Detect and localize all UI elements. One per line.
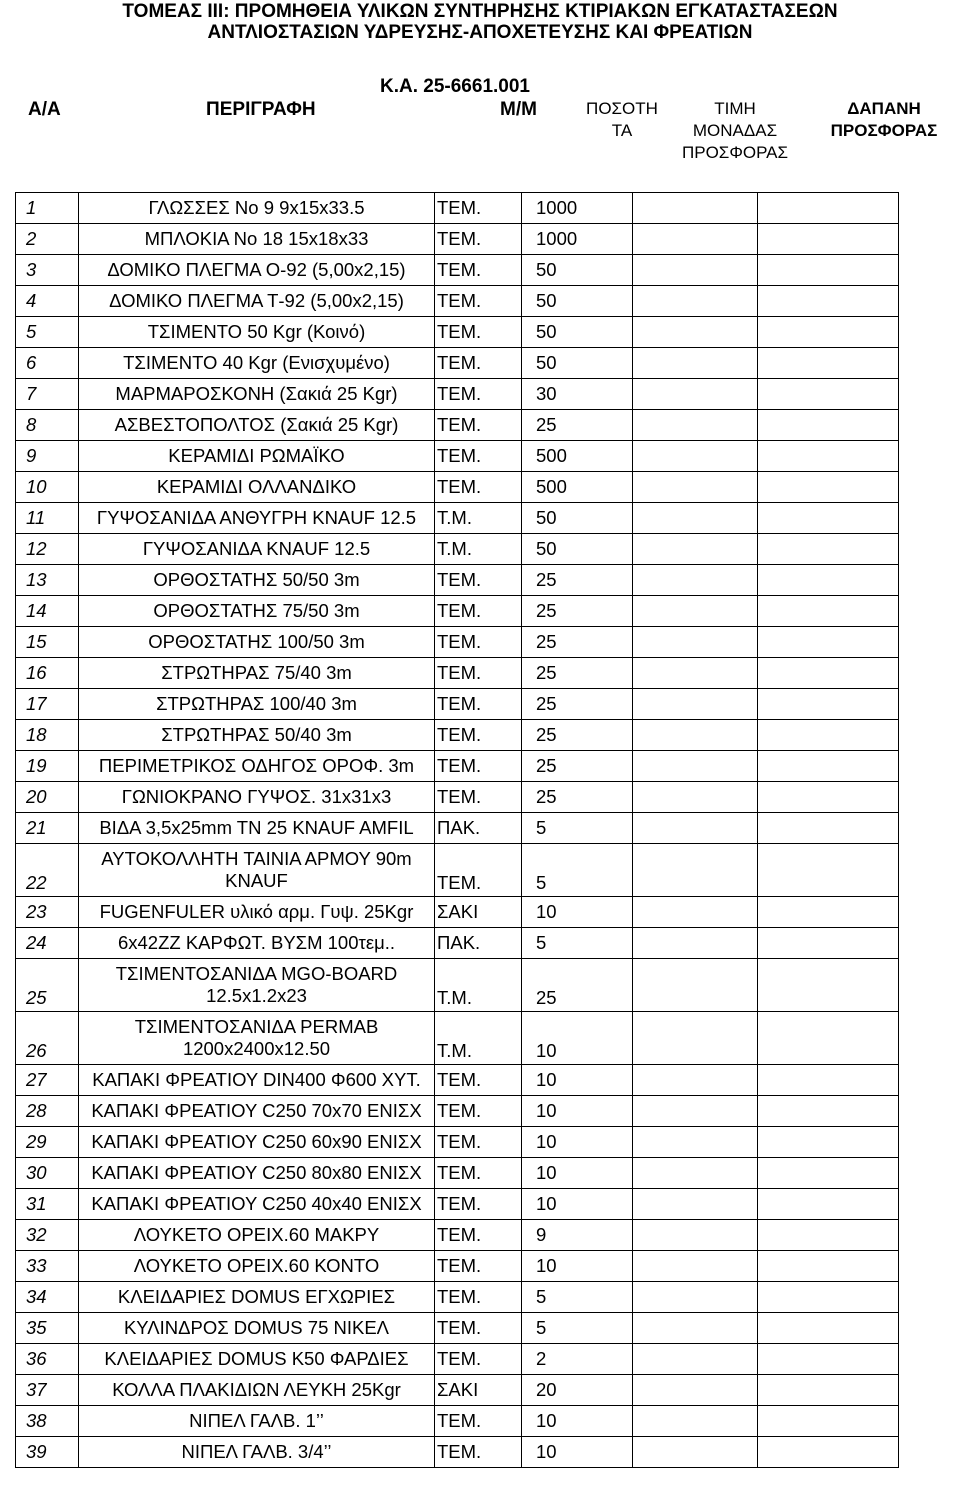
row-number: 38 [16, 1406, 79, 1437]
row-quantity: 10 [522, 1158, 633, 1189]
column-header-quantity: ΠΟΣΟΤΗ ΤΑ [586, 99, 658, 140]
row-description: ΜΠΛΟΚΙΑ Νο 18 15x18x33 [79, 224, 435, 255]
row-cost-cell[interactable] [758, 379, 899, 410]
row-number: 8 [16, 410, 79, 441]
row-unit-price-cell[interactable] [633, 286, 758, 317]
row-description: ΚΑΠΑΚΙ ΦΡΕΑΤΙΟΥ C250 80x80 ΕΝΙΣΧ [79, 1158, 435, 1189]
row-description: ΛΟΥΚΕΤΟ ΟΡΕΙΧ.60 ΚΟΝΤΟ [79, 1251, 435, 1282]
row-description: ΟΡΘΟΣΤΑΤΗΣ 100/50 3m [79, 627, 435, 658]
row-unit: ΤΕΜ. [435, 1220, 522, 1251]
row-unit: ΤΕΜ. [435, 1251, 522, 1282]
row-quantity: 20 [522, 1375, 633, 1406]
items-table [15, 192, 899, 1468]
row-unit: ΤΕΜ. [435, 1096, 522, 1127]
row-unit: Τ.Μ. [435, 1012, 522, 1065]
table-row [16, 1406, 899, 1437]
row-unit: ΤΕΜ. [435, 658, 522, 689]
row-quantity: 2 [522, 1344, 633, 1375]
row-unit-price-cell[interactable] [633, 1282, 758, 1313]
row-cost-cell[interactable] [758, 751, 899, 782]
document-title-line2: ΑΝΤΛΙΟΣΤΑΣΙΩΝ ΥΔΡΕΥΣΗΣ-ΑΠΟΧΕΤΕΥΣΗΣ ΚΑΙ ΦΡΕΑΤΙΩΝ [207, 22, 753, 43]
table-row [16, 1313, 899, 1344]
row-description: ΚΑΠΑΚΙ ΦΡΕΑΤΙΟΥ DIN400 Φ600 ΧΥΤ. [79, 1065, 435, 1096]
row-description: ΣΤΡΩΤΗΡΑΣ 50/40 3m [79, 720, 435, 751]
row-cost-cell[interactable] [758, 1251, 899, 1282]
row-number: 19 [16, 751, 79, 782]
row-unit-price-cell[interactable] [633, 720, 758, 751]
row-number: 16 [16, 658, 79, 689]
row-unit-price-cell[interactable] [633, 1313, 758, 1344]
row-cost-cell[interactable] [758, 286, 899, 317]
table-row [16, 844, 899, 897]
row-cost-cell[interactable] [758, 1375, 899, 1406]
column-header-unit: Μ/Μ [500, 99, 537, 120]
row-quantity: 50 [522, 286, 633, 317]
row-description: ΓΩΝΙΟΚΡΑΝΟ ΓΥΨΟΣ. 31x31x3 [79, 782, 435, 813]
row-number: 18 [16, 720, 79, 751]
row-unit-price-cell[interactable] [633, 1406, 758, 1437]
row-unit: ΤΕΜ. [435, 255, 522, 286]
row-unit: ΤΕΜ. [435, 379, 522, 410]
row-quantity: 10 [522, 1012, 633, 1065]
row-description: ΤΣΙΜΕΝΤΟ 50 Kgr (Κοινό) [79, 317, 435, 348]
table-row [16, 1012, 899, 1065]
row-quantity: 10 [522, 1251, 633, 1282]
row-unit-price-cell[interactable] [633, 503, 758, 534]
row-cost-cell[interactable] [758, 1065, 899, 1096]
row-unit-price-cell[interactable] [633, 224, 758, 255]
column-header-unit-price: ΤΙΜΗ ΜΟΝΑΔΑΣ ΠΡΟΣΦΟΡΑΣ [681, 99, 789, 162]
row-unit-price-cell[interactable] [633, 1065, 758, 1096]
row-description: ΤΣΙΜΕΝΤΟΣΑΝΙΔΑ PERMAB 1200x2400x12.50 [79, 1012, 435, 1065]
row-cost-cell[interactable] [758, 472, 899, 503]
row-unit-price-cell[interactable] [633, 1437, 758, 1468]
row-description: ΟΡΘΟΣΤΑΤΗΣ 50/50 3m [79, 565, 435, 596]
row-cost-cell[interactable] [758, 782, 899, 813]
row-number: 13 [16, 565, 79, 596]
row-unit: ΤΕΜ. [435, 410, 522, 441]
row-description: ΔΟΜΙΚΟ ΠΛΕΓΜΑ Ο-92 (5,00x2,15) [79, 255, 435, 286]
row-quantity: 5 [522, 844, 633, 897]
row-unit: Τ.Μ. [435, 959, 522, 1012]
row-number: 11 [16, 503, 79, 534]
row-cost-cell[interactable] [758, 1096, 899, 1127]
column-header-cost: ΔΑΠΑΝΗ ΠΡΟΣΦΟΡΑΣ [830, 99, 938, 140]
row-quantity: 25 [522, 782, 633, 813]
table-row [16, 379, 899, 410]
table-row [16, 410, 899, 441]
row-unit: ΤΕΜ. [435, 1313, 522, 1344]
row-cost-cell[interactable] [758, 897, 899, 928]
row-number: 21 [16, 813, 79, 844]
row-number: 6 [16, 348, 79, 379]
row-unit-price-cell[interactable] [633, 1251, 758, 1282]
row-quantity: 10 [522, 897, 633, 928]
row-cost-cell[interactable] [758, 565, 899, 596]
row-unit: ΤΕΜ. [435, 1065, 522, 1096]
row-unit: ΤΕΜ. [435, 224, 522, 255]
table-row [16, 928, 899, 959]
row-quantity: 25 [522, 627, 633, 658]
row-unit: ΤΕΜ. [435, 751, 522, 782]
row-quantity: 10 [522, 1065, 633, 1096]
row-unit-price-cell[interactable] [633, 844, 758, 897]
row-unit-price-cell[interactable] [633, 596, 758, 627]
column-header-aa: Α/Α [28, 99, 61, 120]
row-number: 15 [16, 627, 79, 658]
row-unit-price-cell[interactable] [633, 897, 758, 928]
row-unit-price-cell[interactable] [633, 1220, 758, 1251]
row-number: 17 [16, 689, 79, 720]
row-quantity: 1000 [522, 193, 633, 224]
table-row [16, 193, 899, 224]
row-number: 31 [16, 1189, 79, 1220]
row-quantity: 500 [522, 472, 633, 503]
row-cost-cell[interactable] [758, 1012, 899, 1065]
row-number: 5 [16, 317, 79, 348]
row-unit: ΤΕΜ. [435, 317, 522, 348]
row-unit: Τ.Μ. [435, 503, 522, 534]
row-cost-cell[interactable] [758, 1220, 899, 1251]
row-description: ΠΕΡΙΜΕΤΡΙΚΟΣ ΟΔΗΓΟΣ ΟΡΟΦ. 3m [79, 751, 435, 782]
row-unit: ΤΕΜ. [435, 348, 522, 379]
row-quantity: 50 [522, 317, 633, 348]
row-number: 20 [16, 782, 79, 813]
row-unit-price-cell[interactable] [633, 534, 758, 565]
row-unit-price-cell[interactable] [633, 317, 758, 348]
row-cost-cell[interactable] [758, 224, 899, 255]
row-quantity: 10 [522, 1406, 633, 1437]
row-unit-price-cell[interactable] [633, 1096, 758, 1127]
row-unit-price-cell[interactable] [633, 658, 758, 689]
row-description: ΑΥΤΟΚΟΛΛΗΤΗ ΤΑΙΝΙΑ ΑΡΜΟΥ 90m KNAUF [79, 844, 435, 897]
table-row [16, 813, 899, 844]
row-unit: ΤΕΜ. [435, 720, 522, 751]
row-unit-price-cell[interactable] [633, 472, 758, 503]
row-description: 6x42ZZ ΚΑΡΦΩΤ. ΒΥΣΜ 100τεμ.. [79, 928, 435, 959]
row-description: ΓΥΨΟΣΑΝΙΔΑ KNAUF 12.5 [79, 534, 435, 565]
table-row [16, 658, 899, 689]
row-quantity: 50 [522, 348, 633, 379]
table-row [16, 1251, 899, 1282]
row-number: 27 [16, 1065, 79, 1096]
table-row [16, 1065, 899, 1096]
row-quantity: 30 [522, 379, 633, 410]
row-number: 2 [16, 224, 79, 255]
row-quantity: 25 [522, 658, 633, 689]
row-cost-cell[interactable] [758, 1313, 899, 1344]
row-quantity: 500 [522, 441, 633, 472]
row-unit-price-cell[interactable] [633, 813, 758, 844]
table-row [16, 1127, 899, 1158]
row-quantity: 25 [522, 410, 633, 441]
row-quantity: 25 [522, 689, 633, 720]
row-unit: ΤΕΜ. [435, 472, 522, 503]
table-row [16, 472, 899, 503]
row-number: 35 [16, 1313, 79, 1344]
row-quantity: 50 [522, 534, 633, 565]
row-unit-price-cell[interactable] [633, 565, 758, 596]
row-cost-cell[interactable] [758, 1189, 899, 1220]
row-quantity: 25 [522, 751, 633, 782]
row-unit: ΤΕΜ. [435, 689, 522, 720]
table-row [16, 959, 899, 1012]
row-unit-price-cell[interactable] [633, 193, 758, 224]
row-cost-cell[interactable] [758, 928, 899, 959]
row-description: ΚΛΕΙΔΑΡΙΕΣ DOMUS ΕΓΧΩΡΙΕΣ [79, 1282, 435, 1313]
row-unit-price-cell[interactable] [633, 1012, 758, 1065]
table-row [16, 224, 899, 255]
row-number: 34 [16, 1282, 79, 1313]
row-cost-cell[interactable] [758, 255, 899, 286]
row-quantity: 5 [522, 813, 633, 844]
row-unit-price-cell[interactable] [633, 1127, 758, 1158]
row-number: 24 [16, 928, 79, 959]
row-cost-cell[interactable] [758, 844, 899, 897]
row-unit: ΤΕΜ. [435, 1344, 522, 1375]
table-row [16, 255, 899, 286]
row-unit: ΤΕΜ. [435, 596, 522, 627]
row-unit-price-cell[interactable] [633, 348, 758, 379]
row-unit: ΤΕΜ. [435, 1437, 522, 1468]
row-quantity: 10 [522, 1127, 633, 1158]
table-row [16, 441, 899, 472]
row-unit-price-cell[interactable] [633, 410, 758, 441]
row-cost-cell[interactable] [758, 1127, 899, 1158]
table-row [16, 751, 899, 782]
row-unit: ΤΕΜ. [435, 286, 522, 317]
row-number: 36 [16, 1344, 79, 1375]
row-unit-price-cell[interactable] [633, 689, 758, 720]
row-number: 10 [16, 472, 79, 503]
table-row [16, 348, 899, 379]
row-quantity: 25 [522, 565, 633, 596]
row-description: ΣΤΡΩΤΗΡΑΣ 100/40 3m [79, 689, 435, 720]
row-unit: ΣΑΚΙ [435, 1375, 522, 1406]
table-row [16, 503, 899, 534]
row-quantity: 5 [522, 1282, 633, 1313]
table-row [16, 720, 899, 751]
row-description: ΛΟΥΚΕΤΟ ΟΡΕΙΧ.60 ΜΑΚΡΥ [79, 1220, 435, 1251]
table-row [16, 317, 899, 348]
row-description: ΓΛΩΣΣΕΣ Νο 9 9x15x33.5 [79, 193, 435, 224]
row-unit: ΤΕΜ. [435, 1158, 522, 1189]
row-unit-price-cell[interactable] [633, 1344, 758, 1375]
table-row [16, 1437, 899, 1468]
row-quantity: 10 [522, 1189, 633, 1220]
row-description: ΚΕΡΑΜΙΔΙ ΡΩΜΑΪΚΟ [79, 441, 435, 472]
table-row [16, 565, 899, 596]
row-number: 29 [16, 1127, 79, 1158]
row-quantity: 5 [522, 928, 633, 959]
budget-code: Κ.Α. 25-6661.001 [380, 76, 530, 97]
row-number: 9 [16, 441, 79, 472]
row-unit-price-cell[interactable] [633, 255, 758, 286]
row-unit-price-cell[interactable] [633, 441, 758, 472]
table-row [16, 596, 899, 627]
row-unit-price-cell[interactable] [633, 627, 758, 658]
row-description: ΣΤΡΩΤΗΡΑΣ 75/40 3m [79, 658, 435, 689]
row-unit: ΣΑΚΙ [435, 897, 522, 928]
row-unit: ΤΕΜ. [435, 1189, 522, 1220]
row-number: 25 [16, 959, 79, 1012]
row-unit-price-cell[interactable] [633, 379, 758, 410]
row-description: ΝΙΠΕΛ ΓΑΛΒ. 3/4’’ [79, 1437, 435, 1468]
row-unit-price-cell[interactable] [633, 959, 758, 1012]
row-cost-cell[interactable] [758, 503, 899, 534]
row-number: 39 [16, 1437, 79, 1468]
row-cost-cell[interactable] [758, 1406, 899, 1437]
row-cost-cell[interactable] [758, 1437, 899, 1468]
row-description: FUGENFULER υλικό αρμ. Γυψ. 25Kgr [79, 897, 435, 928]
table-row [16, 689, 899, 720]
row-description: ΑΣΒΕΣΤΟΠΟΛΤΟΣ (Σακιά 25 Kgr) [79, 410, 435, 441]
row-unit: ΤΕΜ. [435, 627, 522, 658]
row-number: 26 [16, 1012, 79, 1065]
row-number: 28 [16, 1096, 79, 1127]
row-description: ΝΙΠΕΛ ΓΑΛΒ. 1’’ [79, 1406, 435, 1437]
row-unit: ΤΕΜ. [435, 1406, 522, 1437]
row-number: 30 [16, 1158, 79, 1189]
row-unit-price-cell[interactable] [633, 782, 758, 813]
row-number: 7 [16, 379, 79, 410]
document-title-line1: ΤΟΜΕΑΣ ΙΙΙ: ΠΡΟΜΗΘΕΙΑ ΥΛΙΚΩΝ ΣΥΝΤΗΡΗΣΗΣ ΚΤΙΡΙΑΚΩΝ ΕΓΚΑΤΑΣΤΑΣΕΩΝ [122, 1, 838, 22]
row-cost-cell[interactable] [758, 1158, 899, 1189]
row-cost-cell[interactable] [758, 441, 899, 472]
row-quantity: 10 [522, 1096, 633, 1127]
row-description: ΒΙΔΑ 3,5x25mm TN 25 KNAUF AMFIL [79, 813, 435, 844]
row-number: 23 [16, 897, 79, 928]
row-unit: ΤΕΜ. [435, 844, 522, 897]
row-cost-cell[interactable] [758, 193, 899, 224]
row-cost-cell[interactable] [758, 627, 899, 658]
table-row [16, 782, 899, 813]
row-quantity: 25 [522, 720, 633, 751]
row-cost-cell[interactable] [758, 317, 899, 348]
row-unit: ΤΕΜ. [435, 193, 522, 224]
row-cost-cell[interactable] [758, 348, 899, 379]
row-quantity: 25 [522, 959, 633, 1012]
row-cost-cell[interactable] [758, 596, 899, 627]
table-row [16, 286, 899, 317]
row-unit: Τ.Μ. [435, 534, 522, 565]
row-cost-cell[interactable] [758, 720, 899, 751]
table-row [16, 1344, 899, 1375]
row-number: 33 [16, 1251, 79, 1282]
row-cost-cell[interactable] [758, 1344, 899, 1375]
row-number: 4 [16, 286, 79, 317]
row-cost-cell[interactable] [758, 534, 899, 565]
column-header-description: ΠΕΡΙΓΡΑΦΗ [206, 99, 316, 120]
row-number: 32 [16, 1220, 79, 1251]
row-number: 1 [16, 193, 79, 224]
row-description: ΚΑΠΑΚΙ ΦΡΕΑΤΙΟΥ C250 70x70 ΕΝΙΣΧ [79, 1096, 435, 1127]
row-description: ΟΡΘΟΣΤΑΤΗΣ 75/50 3m [79, 596, 435, 627]
row-unit-price-cell[interactable] [633, 751, 758, 782]
table-row [16, 1096, 899, 1127]
row-unit-price-cell[interactable] [633, 928, 758, 959]
row-cost-cell[interactable] [758, 658, 899, 689]
row-unit-price-cell[interactable] [633, 1189, 758, 1220]
row-quantity: 9 [522, 1220, 633, 1251]
row-description: ΚΑΠΑΚΙ ΦΡΕΑΤΙΟΥ C250 40x40 ΕΝΙΣΧ [79, 1189, 435, 1220]
row-cost-cell[interactable] [758, 1282, 899, 1313]
row-unit: ΤΕΜ. [435, 565, 522, 596]
table-row [16, 1189, 899, 1220]
table-row [16, 1282, 899, 1313]
row-description: ΤΣΙΜΕΝΤΟ 40 Kgr (Ενισχυμένο) [79, 348, 435, 379]
row-quantity: 50 [522, 503, 633, 534]
row-quantity: 50 [522, 255, 633, 286]
row-description: ΔΟΜΙΚΟ ΠΛΕΓΜΑ Τ-92 (5,00x2,15) [79, 286, 435, 317]
row-description: ΤΣΙΜΕΝΤΟΣΑΝΙΔΑ MGO-BOARD 12.5x1.2x23 [79, 959, 435, 1012]
row-description: ΚΑΠΑΚΙ ΦΡΕΑΤΙΟΥ C250 60x90 ΕΝΙΣΧ [79, 1127, 435, 1158]
row-number: 22 [16, 844, 79, 897]
row-description: ΜΑΡΜΑΡΟΣΚΟΝΗ (Σακιά 25 Kgr) [79, 379, 435, 410]
row-cost-cell[interactable] [758, 689, 899, 720]
table-row [16, 1375, 899, 1406]
table-row [16, 534, 899, 565]
row-number: 37 [16, 1375, 79, 1406]
row-number: 12 [16, 534, 79, 565]
row-description: ΚΕΡΑΜΙΔΙ ΟΛΛΑΝΔΙΚΟ [79, 472, 435, 503]
row-unit: ΠΑΚ. [435, 928, 522, 959]
row-description: ΚΛΕΙΔΑΡΙΕΣ DOMUS K50 ΦΑΡΔΙΕΣ [79, 1344, 435, 1375]
row-unit: ΤΕΜ. [435, 441, 522, 472]
row-quantity: 10 [522, 1437, 633, 1468]
row-number: 3 [16, 255, 79, 286]
row-unit-price-cell[interactable] [633, 1158, 758, 1189]
row-quantity: 1000 [522, 224, 633, 255]
table-row [16, 1220, 899, 1251]
row-quantity: 25 [522, 596, 633, 627]
row-description: ΚΟΛΛΑ ΠΛΑΚΙΔΙΩΝ ΛΕΥΚΗ 25Kgr [79, 1375, 435, 1406]
row-quantity: 5 [522, 1313, 633, 1344]
row-unit: ΠΑΚ. [435, 813, 522, 844]
table-row [16, 897, 899, 928]
row-number: 14 [16, 596, 79, 627]
row-cost-cell[interactable] [758, 959, 899, 1012]
row-description: ΓΥΨΟΣΑΝΙΔΑ ΑΝΘΥΓΡΗ KNAUF 12.5 [79, 503, 435, 534]
row-unit: ΤΕΜ. [435, 782, 522, 813]
row-cost-cell[interactable] [758, 813, 899, 844]
row-unit-price-cell[interactable] [633, 1375, 758, 1406]
row-cost-cell[interactable] [758, 410, 899, 441]
table-row [16, 1158, 899, 1189]
table-row [16, 627, 899, 658]
row-unit: ΤΕΜ. [435, 1282, 522, 1313]
row-unit: ΤΕΜ. [435, 1127, 522, 1158]
row-description: ΚΥΛΙΝΔΡΟΣ DOMUS 75 ΝΙΚΕΛ [79, 1313, 435, 1344]
